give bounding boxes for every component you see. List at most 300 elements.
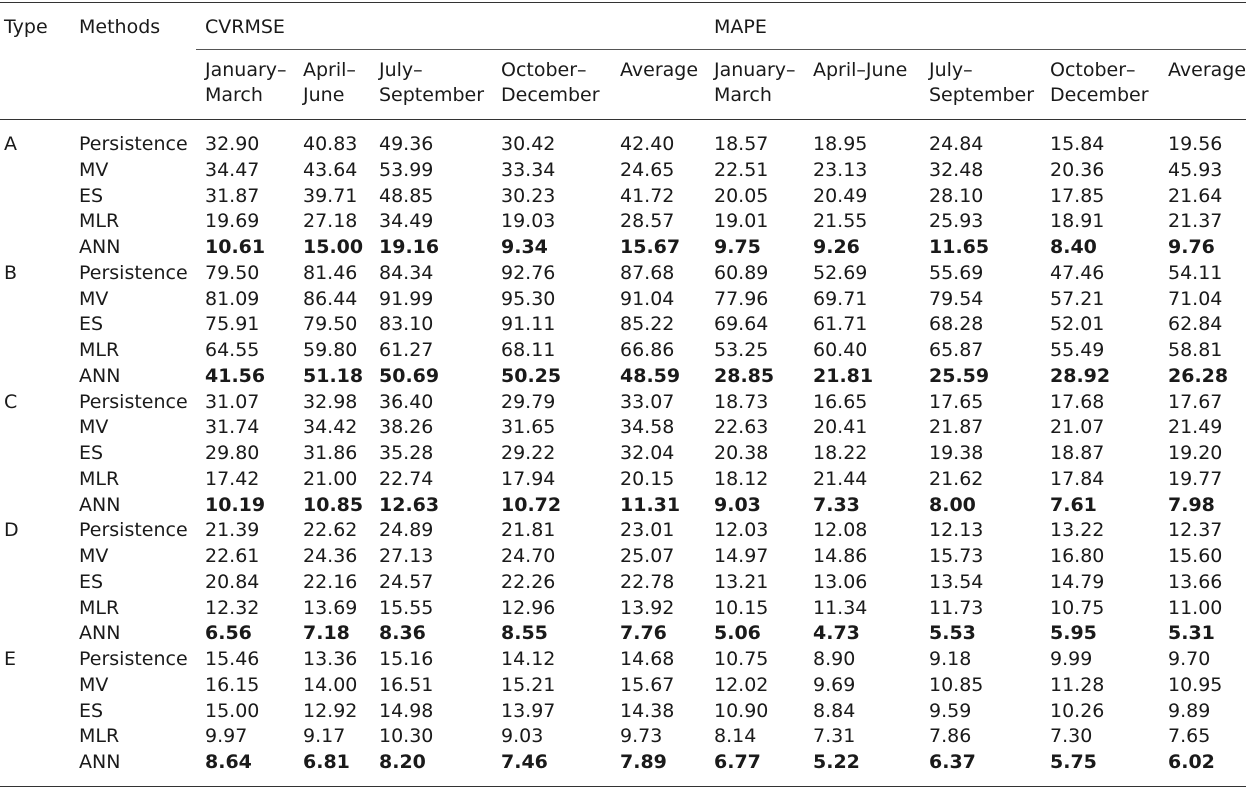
value-cell: 19.03 <box>501 210 556 233</box>
value-cell: 50.69 <box>379 364 440 387</box>
period-header-line1: Average <box>1168 59 1246 81</box>
table-row <box>0 287 1246 313</box>
value-cell: 29.79 <box>501 390 556 413</box>
value-cell: 21.81 <box>501 519 556 542</box>
type-cell: D <box>4 519 19 542</box>
method-cell: ANN <box>79 493 121 516</box>
header-mape: MAPE <box>714 16 767 38</box>
value-cell: 48.59 <box>620 364 681 387</box>
value-cell: 13.92 <box>620 596 675 619</box>
value-cell: 7.76 <box>620 622 667 645</box>
method-cell: ES <box>79 570 104 593</box>
value-cell: 26.28 <box>1168 364 1229 387</box>
value-cell: 18.87 <box>1050 442 1105 464</box>
value-cell: 42.40 <box>620 133 675 155</box>
period-header-line2: March <box>714 84 772 106</box>
value-cell: 66.86 <box>620 339 675 361</box>
header-type: Type <box>4 16 48 38</box>
value-cell: 38.26 <box>379 416 434 439</box>
value-cell: 10.26 <box>1050 699 1105 722</box>
table-row <box>0 570 1246 596</box>
value-cell: 12.03 <box>714 519 769 542</box>
value-cell: 91.04 <box>620 287 675 310</box>
value-cell: 14.38 <box>620 699 675 722</box>
value-cell: 35.28 <box>379 442 434 464</box>
period-header-line2: December <box>501 84 600 106</box>
method-cell: MLR <box>79 339 120 361</box>
value-cell: 10.19 <box>205 493 266 516</box>
value-cell: 14.00 <box>303 673 358 696</box>
value-cell: 15.67 <box>620 673 675 696</box>
period-header-line2: December <box>1050 84 1149 106</box>
value-cell: 18.57 <box>714 133 769 155</box>
method-cell: ANN <box>79 364 121 387</box>
group-header-rule <box>196 49 1246 50</box>
value-cell: 81.46 <box>303 261 358 284</box>
value-cell: 15.16 <box>379 648 434 670</box>
method-cell: MLR <box>79 596 120 619</box>
value-cell: 12.96 <box>501 596 556 619</box>
value-cell: 14.97 <box>714 545 769 567</box>
value-cell: 8.20 <box>379 751 426 773</box>
table-bottom-rule <box>0 786 1246 787</box>
value-cell: 11.28 <box>1050 673 1105 696</box>
type-cell <box>0 699 79 725</box>
table-row <box>0 544 1246 570</box>
value-cell: 16.51 <box>379 673 434 696</box>
value-cell: 16.15 <box>205 673 260 696</box>
value-cell: 39.71 <box>303 184 358 207</box>
value-cell: 9.99 <box>1050 648 1093 670</box>
value-cell: 7.31 <box>813 725 856 748</box>
period-header-line2: September <box>929 84 1035 106</box>
value-cell: 53.25 <box>714 339 769 361</box>
value-cell: 18.73 <box>714 390 769 413</box>
value-cell: 15.84 <box>1050 133 1105 155</box>
value-cell: 8.64 <box>205 751 252 773</box>
table-row <box>0 158 1246 184</box>
value-cell: 49.36 <box>379 133 434 155</box>
table-row <box>0 415 1246 441</box>
value-cell: 85.22 <box>620 313 675 336</box>
value-cell: 10.90 <box>714 699 769 722</box>
value-cell: 6.37 <box>929 751 976 773</box>
value-cell: 20.05 <box>714 184 769 207</box>
value-cell: 33.34 <box>501 158 556 181</box>
method-cell: Persistence <box>79 133 188 155</box>
value-cell: 16.65 <box>813 390 868 413</box>
type-cell: C <box>4 390 18 413</box>
value-cell: 53.99 <box>379 158 434 181</box>
type-cell <box>0 724 79 750</box>
value-cell: 21.55 <box>813 210 868 233</box>
value-cell: 29.22 <box>501 442 556 464</box>
value-cell: 7.89 <box>620 751 667 773</box>
value-cell: 7.98 <box>1168 493 1215 516</box>
value-cell: 10.15 <box>714 596 769 619</box>
period-header-line2: September <box>379 84 485 106</box>
table-row <box>0 699 1246 725</box>
value-cell: 48.85 <box>379 184 434 207</box>
type-cell <box>0 364 79 390</box>
value-cell: 51.18 <box>303 364 364 387</box>
value-cell: 43.64 <box>303 158 358 181</box>
value-cell: 11.34 <box>813 596 868 619</box>
period-header-line1: July– <box>379 59 423 81</box>
value-cell: 28.85 <box>714 364 775 387</box>
table-row <box>0 184 1246 210</box>
value-cell: 9.18 <box>929 648 972 670</box>
method-cell: Persistence <box>79 390 188 413</box>
value-cell: 30.42 <box>501 133 556 155</box>
value-cell: 8.00 <box>929 493 976 516</box>
value-cell: 25.93 <box>929 210 984 233</box>
table-row <box>0 673 1246 699</box>
value-cell: 47.46 <box>1050 261 1105 284</box>
method-cell: Persistence <box>79 261 188 284</box>
value-cell: 52.69 <box>813 261 868 284</box>
value-cell: 9.89 <box>1168 699 1211 722</box>
value-cell: 9.59 <box>929 699 972 722</box>
method-cell: ANN <box>79 751 121 773</box>
value-cell: 28.92 <box>1050 364 1111 387</box>
type-cell <box>0 415 79 441</box>
value-cell: 22.51 <box>714 158 769 181</box>
type-cell <box>0 750 79 776</box>
value-cell: 25.59 <box>929 364 990 387</box>
value-cell: 9.03 <box>714 493 761 516</box>
value-cell: 21.49 <box>1168 416 1223 439</box>
method-cell: ANN <box>79 236 121 258</box>
value-cell: 28.10 <box>929 184 984 207</box>
value-cell: 22.62 <box>303 519 358 542</box>
table-row <box>0 647 1246 673</box>
value-cell: 16.80 <box>1050 545 1105 567</box>
value-cell: 77.96 <box>714 287 769 310</box>
value-cell: 79.50 <box>205 261 260 284</box>
value-cell: 22.16 <box>303 570 358 593</box>
value-cell: 87.68 <box>620 261 675 284</box>
method-cell: ES <box>79 313 104 336</box>
value-cell: 20.84 <box>205 570 260 593</box>
table-row <box>0 338 1246 364</box>
value-cell: 13.06 <box>813 570 868 593</box>
period-header-line2: June <box>303 84 345 106</box>
value-cell: 5.06 <box>714 622 761 645</box>
value-cell: 68.28 <box>929 313 984 336</box>
value-cell: 17.85 <box>1050 184 1105 207</box>
table-row <box>0 596 1246 622</box>
period-header-line1: Average <box>620 59 699 81</box>
value-cell: 9.03 <box>501 725 544 748</box>
value-cell: 31.87 <box>205 184 260 207</box>
table-row <box>0 724 1246 750</box>
value-cell: 22.63 <box>714 416 769 439</box>
period-header-line1: April– <box>303 59 356 81</box>
value-cell: 54.11 <box>1168 261 1223 284</box>
method-cell: MLR <box>79 210 120 233</box>
method-cell: Persistence <box>79 648 188 670</box>
table-row <box>0 209 1246 235</box>
header-methods: Methods <box>79 16 161 38</box>
value-cell: 20.41 <box>813 416 868 439</box>
value-cell: 20.36 <box>1050 158 1105 181</box>
value-cell: 17.94 <box>501 467 556 490</box>
value-cell: 22.26 <box>501 570 556 593</box>
type-cell <box>0 287 79 313</box>
period-header <box>929 58 1034 108</box>
value-cell: 20.49 <box>813 184 868 207</box>
value-cell: 7.46 <box>501 751 548 773</box>
value-cell: 13.36 <box>303 648 358 670</box>
value-cell: 17.68 <box>1050 390 1105 413</box>
value-cell: 75.91 <box>205 313 260 336</box>
value-cell: 34.42 <box>303 416 358 439</box>
value-cell: 5.53 <box>929 622 976 645</box>
value-cell: 8.14 <box>714 725 757 748</box>
value-cell: 95.30 <box>501 287 556 310</box>
method-cell: ES <box>79 442 104 464</box>
value-cell: 31.74 <box>205 416 260 439</box>
period-header <box>205 58 287 108</box>
type-cell <box>0 621 79 647</box>
value-cell: 14.12 <box>501 648 556 670</box>
value-cell: 83.10 <box>379 313 434 336</box>
type-cell: B <box>4 261 18 284</box>
value-cell: 21.39 <box>205 519 260 542</box>
value-cell: 9.73 <box>620 725 663 748</box>
value-cell: 15.46 <box>205 648 260 670</box>
value-cell: 40.83 <box>303 133 358 155</box>
value-cell: 55.49 <box>1050 339 1105 361</box>
type-cell <box>0 312 79 338</box>
value-cell: 13.54 <box>929 570 984 593</box>
value-cell: 69.64 <box>714 313 769 336</box>
value-cell: 21.07 <box>1050 416 1105 439</box>
value-cell: 10.75 <box>1050 596 1105 619</box>
value-cell: 6.02 <box>1168 751 1215 773</box>
table-top-rule <box>0 2 1246 3</box>
value-cell: 18.12 <box>714 467 769 490</box>
value-cell: 12.02 <box>714 673 769 696</box>
value-cell: 5.22 <box>813 751 860 773</box>
value-cell: 32.04 <box>620 442 675 464</box>
period-header-line1: January– <box>205 59 287 81</box>
value-cell: 8.84 <box>813 699 856 722</box>
type-cell: E <box>4 648 17 670</box>
table-row <box>0 750 1246 776</box>
table-row <box>0 132 1246 158</box>
value-cell: 31.65 <box>501 416 556 439</box>
value-cell: 69.71 <box>813 287 868 310</box>
period-header-line1: October– <box>501 59 587 81</box>
value-cell: 15.60 <box>1168 545 1223 567</box>
value-cell: 24.84 <box>929 133 984 155</box>
value-cell: 25.07 <box>620 545 675 567</box>
value-cell: 65.87 <box>929 339 984 361</box>
value-cell: 20.38 <box>714 442 769 464</box>
value-cell: 19.56 <box>1168 133 1223 155</box>
value-cell: 10.95 <box>1168 673 1223 696</box>
value-cell: 9.34 <box>501 236 548 258</box>
value-cell: 9.70 <box>1168 648 1211 670</box>
value-cell: 22.74 <box>379 467 434 490</box>
period-header <box>1168 58 1246 83</box>
value-cell: 7.33 <box>813 493 860 516</box>
value-cell: 6.56 <box>205 622 252 645</box>
value-cell: 19.16 <box>379 236 440 258</box>
value-cell: 7.86 <box>929 725 972 748</box>
type-cell: A <box>4 133 17 155</box>
value-cell: 24.57 <box>379 570 434 593</box>
value-cell: 86.44 <box>303 287 358 310</box>
value-cell: 14.79 <box>1050 570 1105 593</box>
period-header <box>620 58 698 83</box>
value-cell: 12.37 <box>1168 519 1223 542</box>
type-cell <box>0 338 79 364</box>
table-row <box>0 441 1246 467</box>
value-cell: 41.72 <box>620 184 675 207</box>
value-cell: 17.84 <box>1050 467 1105 490</box>
value-cell: 18.22 <box>813 442 868 464</box>
value-cell: 24.89 <box>379 519 434 542</box>
value-cell: 7.61 <box>1050 493 1097 516</box>
value-cell: 91.99 <box>379 287 434 310</box>
value-cell: 79.50 <box>303 313 358 336</box>
value-cell: 21.62 <box>929 467 984 490</box>
period-header-line2: March <box>205 84 263 106</box>
value-cell: 60.40 <box>813 339 868 361</box>
value-cell: 9.75 <box>714 236 761 258</box>
value-cell: 23.13 <box>813 158 868 181</box>
value-cell: 34.58 <box>620 416 675 439</box>
period-header <box>813 58 907 83</box>
value-cell: 13.66 <box>1168 570 1223 593</box>
value-cell: 61.27 <box>379 339 434 361</box>
value-cell: 11.73 <box>929 596 984 619</box>
value-cell: 12.63 <box>379 493 440 516</box>
value-cell: 7.30 <box>1050 725 1093 748</box>
value-cell: 32.98 <box>303 390 358 413</box>
value-cell: 17.67 <box>1168 390 1223 413</box>
value-cell: 23.01 <box>620 519 675 542</box>
method-cell: MLR <box>79 725 120 748</box>
value-cell: 10.85 <box>929 673 984 696</box>
table-row <box>0 235 1246 261</box>
value-cell: 13.22 <box>1050 519 1105 542</box>
value-cell: 15.67 <box>620 236 681 258</box>
period-header-line1: October– <box>1050 59 1136 81</box>
value-cell: 13.97 <box>501 699 556 722</box>
value-cell: 55.69 <box>929 261 984 284</box>
value-cell: 59.80 <box>303 339 358 361</box>
value-cell: 34.49 <box>379 210 434 233</box>
type-cell <box>0 441 79 467</box>
value-cell: 8.40 <box>1050 236 1097 258</box>
value-cell: 22.61 <box>205 545 260 567</box>
value-cell: 21.64 <box>1168 184 1223 207</box>
value-cell: 18.95 <box>813 133 868 155</box>
type-cell <box>0 235 79 261</box>
value-cell: 24.36 <box>303 545 358 567</box>
value-cell: 15.21 <box>501 673 556 696</box>
value-cell: 17.65 <box>929 390 984 413</box>
table-row <box>0 518 1246 544</box>
value-cell: 71.04 <box>1168 287 1223 310</box>
table-row <box>0 390 1246 416</box>
value-cell: 64.55 <box>205 339 260 361</box>
value-cell: 12.32 <box>205 596 260 619</box>
value-cell: 19.01 <box>714 210 769 233</box>
value-cell: 5.75 <box>1050 751 1097 773</box>
value-cell: 19.38 <box>929 442 984 464</box>
period-header <box>1050 58 1149 108</box>
value-cell: 21.81 <box>813 364 874 387</box>
value-cell: 12.13 <box>929 519 984 542</box>
value-cell: 8.90 <box>813 648 856 670</box>
value-cell: 19.20 <box>1168 442 1223 464</box>
table-row <box>0 621 1246 647</box>
value-cell: 79.54 <box>929 287 984 310</box>
period-header-line1: April–June <box>813 59 908 81</box>
method-cell: MV <box>79 287 109 310</box>
value-cell: 7.65 <box>1168 725 1211 748</box>
value-cell: 29.80 <box>205 442 260 464</box>
value-cell: 11.00 <box>1168 596 1223 619</box>
period-header <box>379 58 484 108</box>
method-cell: ES <box>79 699 104 722</box>
value-cell: 27.18 <box>303 210 358 233</box>
data-table <box>0 132 1246 776</box>
header-cvrmse: CVRMSE <box>205 16 285 38</box>
value-cell: 14.98 <box>379 699 434 722</box>
method-cell: Persistence <box>79 519 188 542</box>
header-bottom-rule <box>0 119 1246 120</box>
value-cell: 12.92 <box>303 699 358 722</box>
value-cell: 21.44 <box>813 467 868 490</box>
period-header-line1: July– <box>929 59 973 81</box>
value-cell: 61.71 <box>813 313 868 336</box>
value-cell: 12.08 <box>813 519 868 542</box>
value-cell: 15.55 <box>379 596 434 619</box>
value-cell: 81.09 <box>205 287 260 310</box>
value-cell: 10.75 <box>714 648 769 670</box>
value-cell: 18.91 <box>1050 210 1105 233</box>
value-cell: 15.73 <box>929 545 984 567</box>
table-row <box>0 467 1246 493</box>
value-cell: 6.81 <box>303 751 350 773</box>
type-cell <box>0 570 79 596</box>
value-cell: 32.90 <box>205 133 260 155</box>
period-header-line1: January– <box>714 59 796 81</box>
value-cell: 15.00 <box>303 236 364 258</box>
method-cell: MV <box>79 545 109 567</box>
value-cell: 9.97 <box>205 725 248 748</box>
value-cell: 5.31 <box>1168 622 1215 645</box>
value-cell: 13.69 <box>303 596 358 619</box>
value-cell: 4.73 <box>813 622 860 645</box>
value-cell: 8.36 <box>379 622 426 645</box>
value-cell: 21.37 <box>1168 210 1223 233</box>
period-header <box>501 58 600 108</box>
type-cell <box>0 467 79 493</box>
type-cell <box>0 493 79 519</box>
table-row <box>0 261 1246 287</box>
value-cell: 9.17 <box>303 725 346 748</box>
value-cell: 9.76 <box>1168 236 1215 258</box>
period-header <box>303 58 356 108</box>
value-cell: 8.55 <box>501 622 548 645</box>
